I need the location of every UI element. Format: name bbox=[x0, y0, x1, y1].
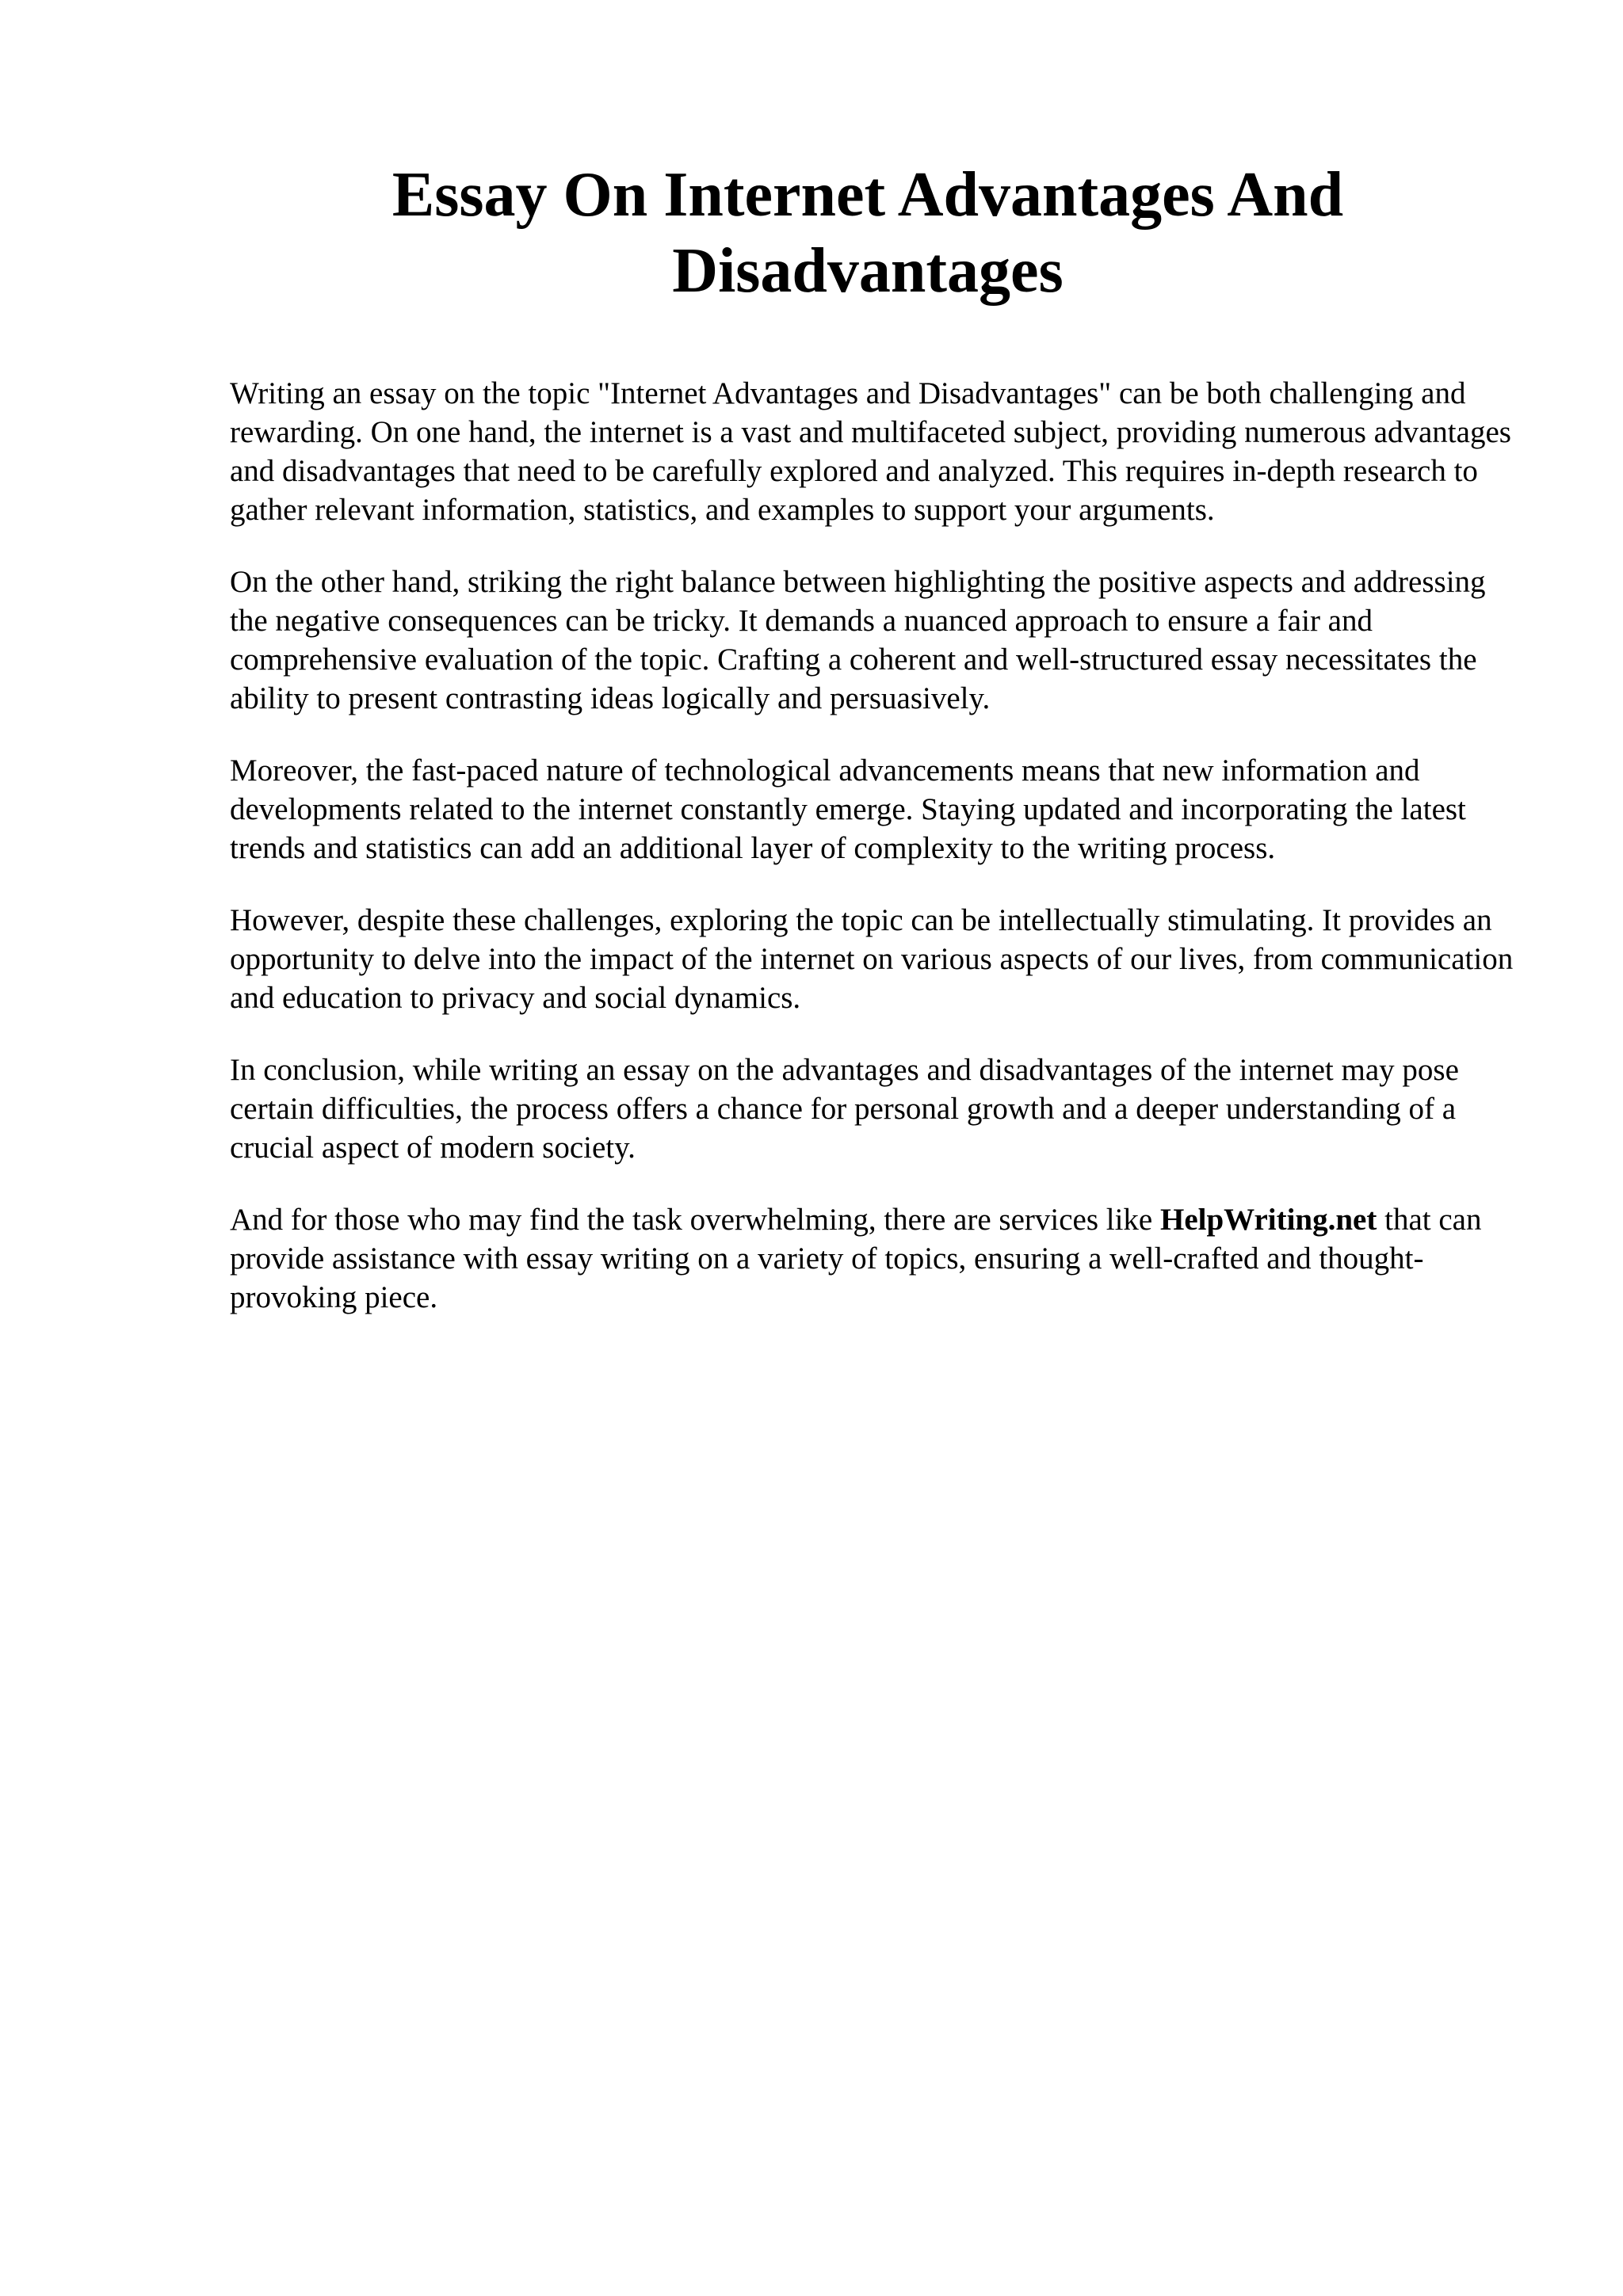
paragraph-stimulating: However, despite these challenges, exploring the topic can be intellectually stimulating. It provides an opportunity to delve into the impact of the internet on various aspects of our lives, from communication and education to privacy and social dynamics. bbox=[230, 903, 1514, 1015]
paragraph-intro: Writing an essay on the topic "Internet Advantages and Disadvantages" can be both challenging and rewarding. On one hand, the internet is a vast and multifaceted subject, providing numerous advantages and disadvantages that need to be carefully explored and analyzed. This requires in-depth research to gather relevant information, statistics, and examples to support your arguments. bbox=[230, 376, 1511, 527]
closing-text-before: And for those who may find the task overwhelming, there are services like bbox=[230, 1203, 1160, 1237]
paragraph-balance: On the other hand, striking the right balance between highlighting the positive aspects and addressing the negative consequences can be tricky. It demands a nuanced approach to ensure a fair and comprehensive evaluation of the topic. Crafting a coherent and well-structured essay necessitates the ability to present contrasting ideas logically and persuasively. bbox=[230, 565, 1486, 715]
paragraph-closing bbox=[230, 1200, 1514, 1317]
closing-text-after: that can provide assistance with essay writing on a variety of topics, ensuring a well-crafted and thought-provoking piece. bbox=[230, 1203, 1482, 1314]
paragraph-advancements: Moreover, the fast-paced nature of technological advancements means that new information and developments related to the internet constantly emerge. Staying updated and incorporating the latest trends and statistics can add an additional layer of complexity to the writing process. bbox=[230, 753, 1466, 865]
brand-name: HelpWriting.net bbox=[1159, 1203, 1377, 1237]
document-title: Essay On Internet Advantages And Disadvantages bbox=[391, 160, 1344, 306]
paragraph-conclusion: In conclusion, while writing an essay on the advantages and disadvantages of the internet may pose certain difficulties, the process offers a chance for personal growth and a deeper understanding of a crucial aspect of modern society. bbox=[230, 1053, 1459, 1165]
document-body bbox=[230, 374, 1514, 1350]
